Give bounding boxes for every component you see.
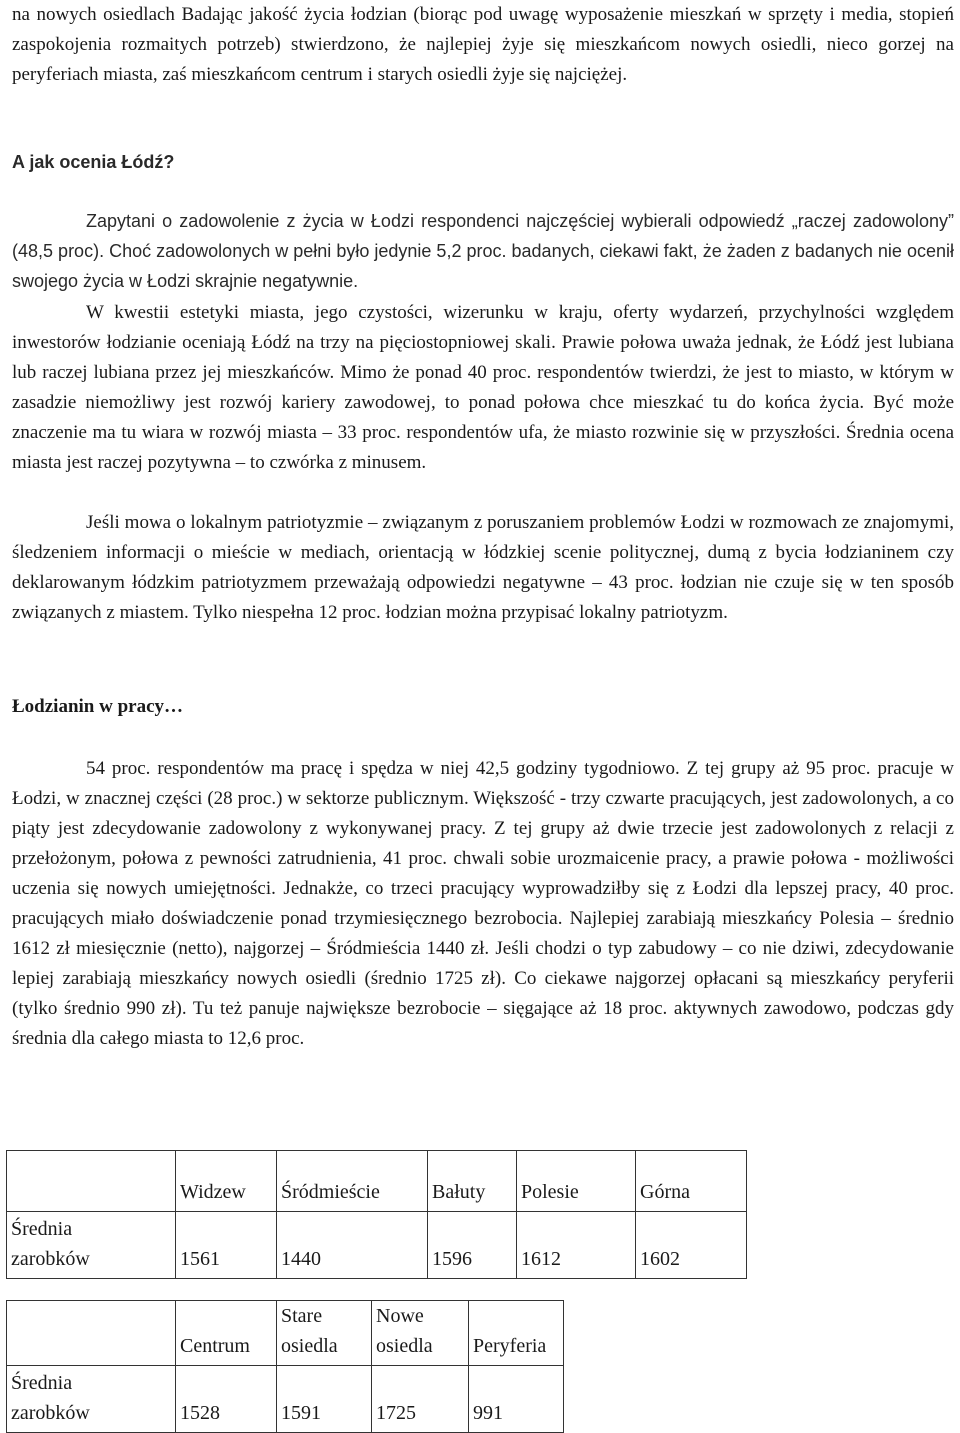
paragraph-local-patriotism: Jeśli mowa o lokalnym patriotyzmie – związanym z poruszaniem problemów Łodzi w rozmowach ze znajomymi, śledzeniem informacji o mieście w mediach, orientacją w łódzkiej scenie politycznej, dumą z bycia łodzianinem czy deklarowanym łódzkim patriotyzmem przeważają odpowiedzi negatywne – 43 proc. łodzian nie czuje się w ten sposób związanych z miastem. Tylko niespełna 12 proc. łodzian można przypisać lokalny patriotyzm. [12, 512, 954, 623]
table-header-cell [176, 1301, 277, 1366]
header-line2: Centrum [180, 1335, 250, 1357]
table-cell: 1440 [277, 1212, 428, 1279]
earnings-by-district-table [6, 1150, 747, 1279]
table-header-cell: Polesie [517, 1151, 636, 1212]
table-header-cell: Górna [636, 1151, 747, 1212]
row-label-line2: zarobków [11, 1248, 90, 1270]
row-label-line2: zarobków [11, 1402, 90, 1424]
table-header-cell: Widzew [176, 1151, 277, 1212]
table-cell: 1561 [176, 1212, 277, 1279]
table-cell: 1596 [428, 1212, 517, 1279]
table-header-cell [372, 1301, 469, 1366]
table-corner-cell [7, 1301, 176, 1366]
paragraph-work: 54 proc. respondentów ma pracę i spędza w niej 42,5 godziny tygodniowo. Z tej grupy aż 95 proc. pracuje w Łodzi, w znacznej części (28 proc.) w sektorze publicznym. Większość - trzy czwarte pracujących, jest zadowolonych, a co piąty jest zdecydowanie zadowolony z wykonywanej pracy. Z tej grupy aż dwie trzecie jest zadowolonych z relacji z przełożonym, połowa z pewności zatrudnienia, 41 proc. chwali sobie urozmaicenie pracy, a prawie połowa - możliwości uczenia się nowych umiejętności. Jednakże, co trzeci pracujący wyprowadziłby się z Łodzi dla lepszej pracy, 40 proc. pracujących miało doświadczenie ponad trzymiesięcznego bezrobocia. Najlepiej zarabiają mieszkańcy Polesia – średnio 1612 zł miesięcznie (netto), najgorzej – Śródmieścia 1440 zł. Jeśli chodzi o typ zabudowy – co nie dziwi, zdecydowanie lepiej zarabiają mieszkańcy nowych osiedli (średnio 1725 zł). Co ciekawe najgorzej opłacani są mieszkańcy peryferii (tylko średnio 990 zł). Tu też panuje największe bezrobocie – sięgające aż 18 proc. aktywnych zawodowo, podczas gdy średnia dla całego miasta to 12,6 proc. [12, 758, 954, 1049]
section-heading-work: Łodzianin w pracy… [12, 696, 184, 717]
table-header-cell [277, 1301, 372, 1366]
table-row-label [7, 1212, 176, 1279]
table-cell: 1725 [372, 1366, 469, 1433]
row-label-line1: Średnia [11, 1218, 73, 1240]
table-row-label [7, 1366, 176, 1433]
paragraph-quality-of-life: na nowych osiedlach Badając jakość życia łodzian (biorąc pod uwagę wyposażenie mieszkań w sprzęty i media, stopień zaspokojenia rozmaitych potrzeb) stwierdzono, że najlepiej żyje się mieszkańcom nowych osiedli, nieco gorzej na peryferiach miasta, zaś mieszkańcom centrum i starych osiedli żyje się najciężej. [12, 4, 954, 85]
header-line1: Stare [281, 1305, 323, 1327]
table-header-cell: Śródmieście [277, 1151, 428, 1212]
paragraph-city-aesthetics: W kwestii estetyki miasta, jego czystości, wizerunku w kraju, oferty wydarzeń, przychylności względem inwestorów łodzianie oceniają Łódź na trzy na pięciostopniowej skali. Prawie połowa uważa jednak, że Łódź jest lubiana lub raczej lubiana przez jej mieszkańców. Mimo że ponad 40 proc. respondentów twierdzi, że jest to miasto, w którym w zasadzie niemożliwy jest rozwój kariery zawodowej, to ponad połowa chce mieszkać tu do końca życia. Być może znaczenie ma tu wiara w rozwój miasta – 33 proc. respondentów ufa, że miasto rozwinie się w przyszłości. Średnia ocena miasta jest raczej pozytywna – to czwórka z minusem. [12, 302, 954, 473]
table-header-row [7, 1151, 747, 1212]
table-cell: 1612 [517, 1212, 636, 1279]
header-line2: osiedla [281, 1335, 338, 1357]
table-cell: 991 [469, 1366, 564, 1433]
earnings-by-settlement-table [6, 1300, 564, 1433]
header-line2: osiedla [376, 1335, 433, 1357]
table-cell: 1602 [636, 1212, 747, 1279]
table-header-row [7, 1301, 564, 1366]
table-cell: 1528 [176, 1366, 277, 1433]
table-cell: 1591 [277, 1366, 372, 1433]
table-header-cell [469, 1301, 564, 1366]
table-header-cell: Bałuty [428, 1151, 517, 1212]
header-line1: Nowe [376, 1305, 424, 1327]
row-label-line1: Średnia [11, 1372, 73, 1394]
table-row [7, 1366, 564, 1433]
section-heading-city-rating: A jak ocenia Łódź? [12, 152, 175, 172]
header-line2: Peryferia [473, 1335, 547, 1357]
table-row [7, 1212, 747, 1279]
table-corner-cell [7, 1151, 176, 1212]
paragraph-satisfaction: Zapytani o zadowolenie z życia w Łodzi respondenci najczęściej wybierali odpowiedź „raczej zadowolony” (48,5 proc). Choć zadowolonych w pełni było jedynie 5,2 proc. badanych, ciekawi fakt, że żaden z badanych nie ocenił swojego życia w Łodzi skrajnie negatywnie. [12, 211, 954, 291]
